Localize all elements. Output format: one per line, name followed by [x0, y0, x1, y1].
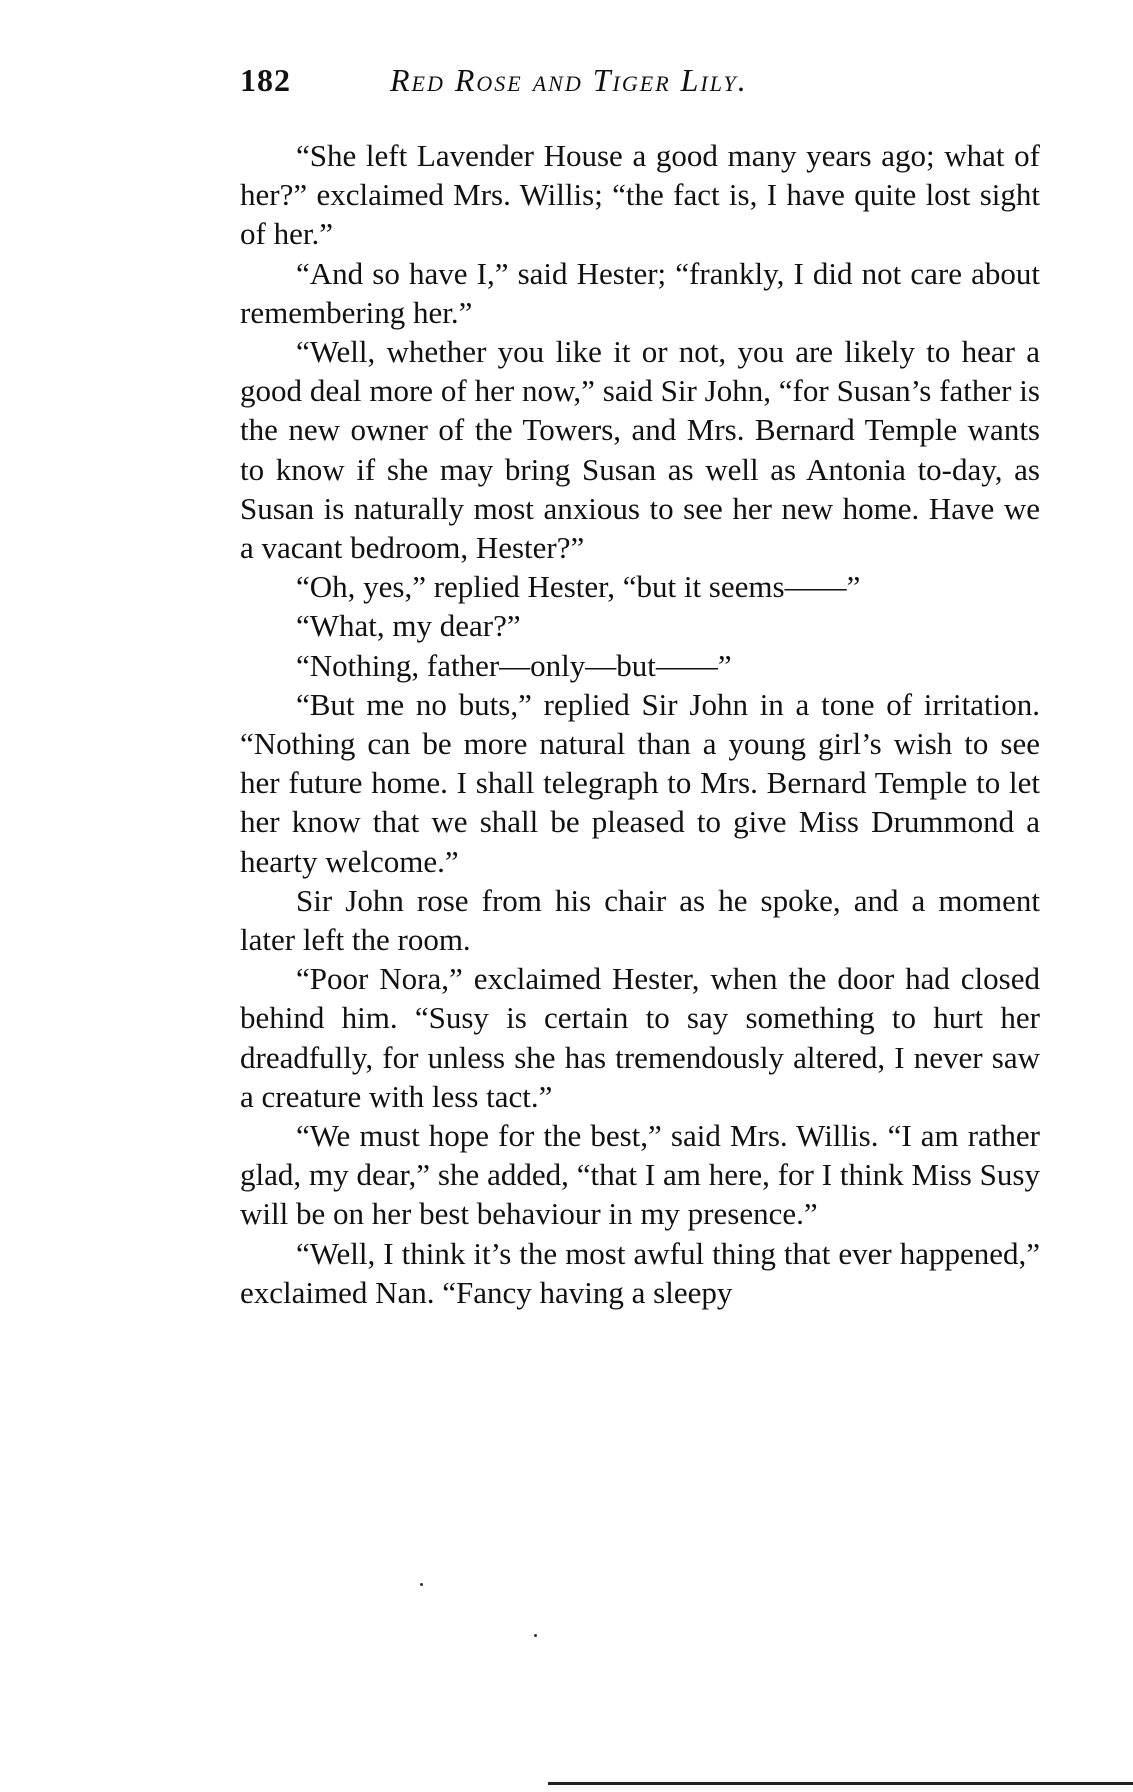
speck-mark: [420, 1583, 423, 1586]
paragraph: “And so have I,” said Hester; “frankly, I did not care about remembering her.”: [240, 255, 1040, 330]
paragraph: “Nothing, father—only—but——”: [296, 647, 732, 683]
paragraph: “What, my dear?”: [296, 608, 521, 644]
bottom-edge-rule: [548, 1782, 1133, 1785]
paragraph: “Oh, yes,” replied Hester, “but it seems——”: [296, 569, 861, 605]
paragraph: “Well, I think it’s the most awful thing that ever happened,” exclaimed Nan. “Fancy having a sleepy: [240, 1235, 1040, 1310]
paragraph: “She left Lavender House a good many years ago; what of her?” exclaimed Mrs. Willis; “the fact is, I have quite lost sight of her.”: [240, 138, 1040, 252]
page-number: 182: [240, 62, 291, 98]
page-header: [240, 62, 1040, 110]
paragraph: “Poor Nora,” exclaimed Hester, when the door had closed behind him. “Susy is certain to say something to hurt her dreadfully, for unless she has tremendously altered, I never saw a creature with less tact.”: [240, 961, 1040, 1114]
speck-mark: [534, 1634, 537, 1637]
body-text: [240, 136, 1040, 1312]
paragraph: “But me no buts,” replied Sir John in a tone of irritation. “Nothing can be more natural than a young girl’s wish to see her future home. I shall telegraph to Mrs. Bernard Temple to let her know that we shall be pleased to give Miss Drummond a hearty welcome.”: [240, 686, 1040, 879]
paragraph: Sir John rose from his chair as he spoke, and a moment later left the room.: [240, 882, 1040, 958]
running-title: Red Rose and Tiger Lily.: [390, 62, 748, 98]
paragraph: “We must hope for the best,” said Mrs. Willis. “I am rather glad, my dear,” she added, “that I am here, for I think Miss Susy will be on her best behaviour in my presence.”: [240, 1118, 1040, 1232]
paragraph: “Well, whether you like it or not, you are likely to hear a good deal more of her now,” said Sir John, “for Susan’s father is the new owner of the Towers, and Mrs. Bernard Temple wants to know if she may bring Susan as well as Antonia to-day, as Susan is naturally most anxious to see her new home. Have we a vacant bedroom, Hester?”: [240, 334, 1040, 566]
